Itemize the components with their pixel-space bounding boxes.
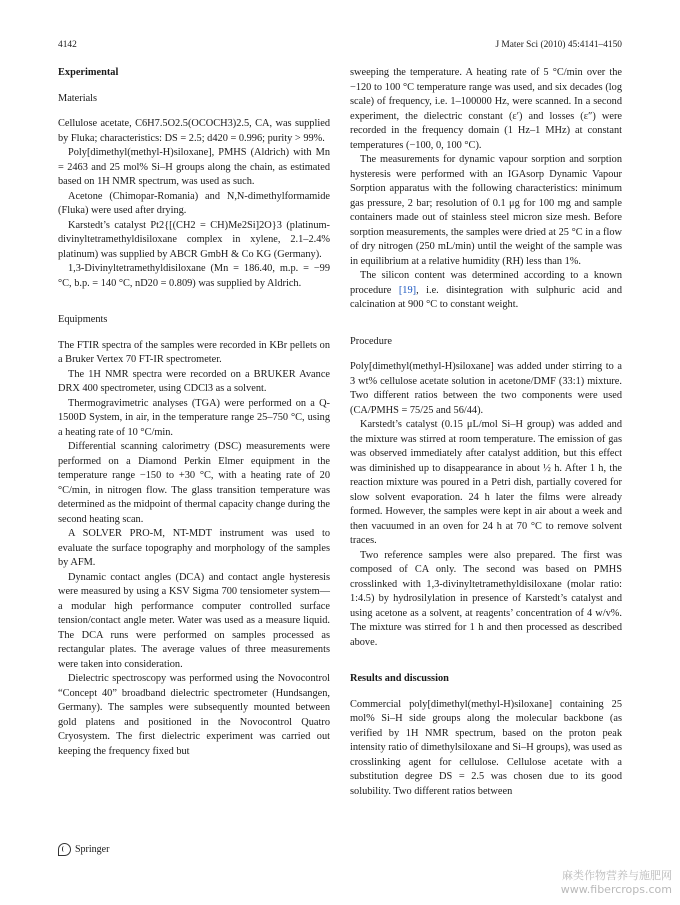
watermark-url: www.fibercrops.com bbox=[560, 883, 672, 896]
paragraph bbox=[350, 269, 622, 313]
paragraph: Dielectric spectroscopy was performed using the Novocontrol “Concept 40” broadband dielectric spectrometer (Hundsangen, Germany). The samples were subsequently mounted between gold platens and positioned in the Novocontrol Quatro Cryosystem. The first dielectric experiment was carried out keeping the frequency fixed but bbox=[58, 673, 330, 757]
footer bbox=[58, 843, 109, 856]
paragraph: Two reference samples were also prepared. The first was composed of CA only. The second was based on PMHS crosslinked with 1,3-divinyltetramethyldisiloxane (molar ratio: 1:4.5) by hydrosilylation in presence of Karstedt’s catalyst and using acetone as a solvent, at reagents’ concentration of 4 w/v%. The mixture was stirred for 1 h and then processed as described above. bbox=[350, 549, 622, 648]
publisher-name: Springer bbox=[75, 844, 110, 855]
journal-citation: J Mater Sci (2010) 45:4141–4150 bbox=[495, 40, 622, 50]
paragraph: Karstedt’s catalyst (0.15 μL/mol Si–H group) was added and the mixture was stirred at room temperature. The emission of gas was observed immediately after catalyst addition, but this effect was diminished up to disappearance in about ½ h. After 1 h, the reaction mixture was poured in a Petri dish, partially covered for slow solvent evaporation. 24 h later the films were already formed. However, the samples were kept in air about a week and then vacuumed in an oven for 24 h at 70 °C to remove solvent traces. bbox=[350, 419, 622, 546]
paragraph: Dynamic contact angles (DCA) and contact angle hysteresis were measured by using a KSV Sigma 700 tensiometer system—a modular high performance computer controlled surface tension/contact angle meter. Water was used as a measure liquid. The DCA runs were performed on samples processed as rectangular plates. The average values of three measurements were taken into consideration. bbox=[58, 571, 330, 670]
section-heading-experimental: Experimental bbox=[58, 67, 119, 78]
subsection-heading-equipments: Equipments bbox=[58, 314, 108, 325]
subsection-heading-procedure: Procedure bbox=[350, 335, 392, 347]
paragraph: The FTIR spectra of the samples were recorded in KBr pellets on a Bruker Vertex 70 FT-IR spectrometer. bbox=[58, 339, 330, 365]
left-column bbox=[58, 66, 330, 759]
subsection-heading-materials: Materials bbox=[58, 92, 98, 104]
paragraph-text: The silicon content was determined according to a known procedure bbox=[350, 270, 622, 296]
paragraph-text: , i.e. disintegration with sulphuric acid and calcination at 900 °C to constant weight. bbox=[350, 284, 623, 310]
watermark-text: 麻类作物营养与施肥网 bbox=[562, 869, 672, 882]
paragraph: Poly[dimethyl(methyl-H)siloxane] was added under stirring to a 3 wt% cellulose acetate solution in acetone/DMF (33:1) mixture. Two different ratios between the two components were used (CA/PMHS = 75/25 and 56/44). bbox=[350, 361, 622, 416]
right-column bbox=[350, 66, 622, 799]
paragraph: Differential scanning calorimetry (DSC) measurements were performed on a Diamond Perkin Elmer equipment in the temperature range −150 to +30 °C, with a heating rate of 20 °C/min, in nitrogen flow. The glass transition temperature was determined as the midpoint of thermal capacity change during the second heating scan. bbox=[58, 441, 331, 525]
paragraph: Commercial poly[dimethyl(methyl-H)siloxane] containing 25 mol% Si–H side groups along the molecular backbone (as verified by 1H NMR spectrum, based on the proton peak intensity ratio of dimethylsiloxane and Si–H groups), was used as crosslinking agent for cellulose. Cellulose acetate with a substitution degree DS = 2.5 was chosen due to its good solubility. Two different ratios between bbox=[350, 698, 622, 797]
paragraph: Thermogravimetric analyses (TGA) were performed on a Q-1500D System, in air, in the temperature range 25–750 °C, using a heating rate of 10 °C/min. bbox=[58, 397, 330, 438]
paragraph: The measurements for dynamic vapour sorption and sorption hysteresis were performed with an IGAsorp Dynamic Vapour Sorption apparatus with the following characteristics: minimum gas pressure, 2 bar; resolution of 0.1 μg for 100 mg and sample containers made out of stainless steel micron size mesh. Before sorption measurements, the samples were dried at 25 °C in a flow of dry nitrogen (250 mL/min) until the weight of the sample was in equilibrium at a relative humidity (RH) less than 1%. bbox=[350, 154, 622, 267]
section-heading-results: Results and discussion bbox=[350, 673, 449, 684]
paragraph: Acetone (Chimopar-Romania) and N,N-dimethylformamide (Fluka) were used after drying. bbox=[58, 190, 330, 216]
paragraph: Poly[dimethyl(methyl-H)siloxane], PMHS (Aldrich) with Mn = 2463 and 25 mol% Si–H groups along the chain, as estimated based on 1H NMR spectrum, was used as such. bbox=[58, 147, 330, 187]
watermark bbox=[561, 869, 672, 897]
page-number: 4142 bbox=[58, 40, 77, 50]
paragraph: 1,3-Divinyltetramethyldisiloxane (Mn = 186.40, m.p. = −99 °C, b.p. = 140 °C, nD20 = 0.809) was supplied by Aldrich. bbox=[58, 263, 330, 289]
paragraph: The 1H NMR spectra were recorded on a BRUKER Avance DRX 400 spectrometer, using CDCl3 as a solvent. bbox=[58, 368, 330, 394]
reference-link[interactable]: [19] bbox=[398, 284, 417, 296]
paragraph: A SOLVER PRO-M, NT-MDT instrument was used to evaluate the surface topography and morphology of the samples by AFM. bbox=[58, 528, 330, 568]
paragraph: sweeping the temperature. A heating rate of 5 °C/min over the −120 to 100 °C temperature range was used, and six decades (log scale) of frequency, i.e. 1–100000 Hz, were scanned. In a second experiment, the dielectric constant (ε′) and losses (ε″) were recorded in the frequency domain (1 Hz–1 MHz) at constant temperatures (−100, 0, 100 °C). bbox=[350, 67, 622, 151]
springer-logo-icon bbox=[58, 843, 71, 856]
paragraph: Karstedt’s catalyst Pt2{[(CH2 = CH)Me2Si]2O}3 (platinum-divinyltetramethyldisiloxane complex in xylene, 2.1–2.4% platinum) was supplied by ABCR GmbH & Co KG (Germany). bbox=[58, 219, 330, 260]
paragraph: Cellulose acetate, C6H7.5O2.5(OCOCH3)2.5, CA, was supplied by Fluka; characteristics: DS = 2.5; d420 = 0.996; purity > 99%. bbox=[58, 118, 330, 144]
